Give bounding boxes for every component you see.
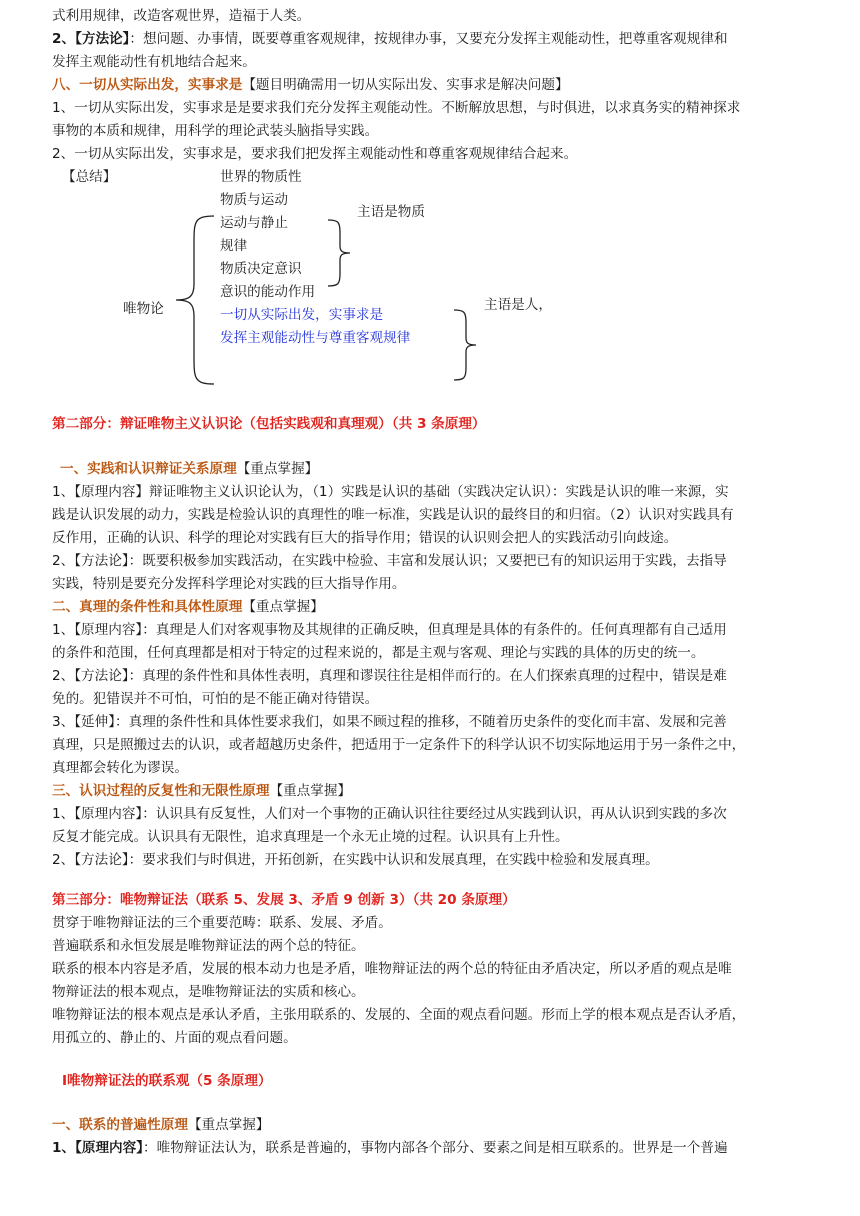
section-title: 一、联系的普遍性原理 [52, 1117, 188, 1133]
intro-line-3: 发挥主观能动性有机地结合起来。 [52, 54, 256, 70]
paragraph-line: 免的。犯错误并不可怕，可怕的是不能正确对待错误。 [52, 691, 379, 707]
paragraph-line: 2、【方法论】：真理的条件性和具体性表明，真理和谬误往往是相伴而行的。在人们探索真理的过程中，错误是难 [52, 668, 727, 684]
section-title: 三、认识过程的反复性和无限性原理 [52, 783, 270, 799]
paragraph-line: 2、【方法论】：要求我们与时俱进，开拓创新，在实践中认识和发展真理，在实践中检验和发展真理。 [52, 852, 659, 868]
paragraph-line: 反作用，正确的认识、科学的理论对实践有巨大的指导作用；错误的认识则会把人的实践活动引向歧途。 [52, 530, 678, 546]
paragraph-line: 贯穿于唯物辩证法的三个重要范畴：联系、发展、矛盾。 [52, 915, 392, 931]
section-8-title: 八、一切从实际出发，实事求是 [52, 77, 243, 93]
part-2-section-3-heading [52, 780, 351, 802]
summary-item: 发挥主观能动性与尊重客观规律 [220, 330, 411, 346]
section-key: 【重点掌握】 [187, 1117, 270, 1133]
summary-item: 运动与静止 [220, 215, 288, 231]
principle-text: ：唯物辩证法认为，联系是普遍的，事物内部各个部分、要素之间是相互联系的。世界是一个普遍 [143, 1140, 728, 1156]
section-8-note: 【题目明确需用一切从实际出发、实事求是解决问题】 [242, 77, 569, 93]
paragraph-line [52, 1137, 728, 1159]
part-2-section-1-heading [60, 458, 318, 480]
section-8-p1b: 事物的本质和规律，用科学的理论武装头脑指导实践。 [52, 123, 379, 139]
summary-item: 物质与运动 [220, 192, 288, 208]
section-title: 二、真理的条件性和具体性原理 [52, 599, 243, 615]
summary-item: 规律 [220, 238, 248, 254]
paragraph-line: 1、【原理内容】：真理是人们对客观事物及其规律的正确反映，但真理是具体的有条件的。任何真理都有自己适用 [52, 622, 727, 638]
left-brace-icon [170, 214, 220, 386]
section-8-p1a: 1、一切从实际出发，实事求是是要求我们充分发挥主观能动性。不断解放思想，与时俱进，以求真务实的精神探求 [52, 100, 741, 116]
part-2-title: 第二部分：辩证唯物主义认识论（包括实践观和真理观）（共 3 条原理） [52, 416, 486, 432]
part-3-section-1-heading [52, 1114, 270, 1136]
section-key: 【重点掌握】 [242, 599, 324, 615]
paragraph-line: 践是认识发展的动力，实践是检验认识的真理性的唯一标准，实践是认识的最终目的和归宿。（2）认识对实践具有 [52, 507, 734, 523]
paragraph-line: 真理都会转化为谬误。 [52, 760, 188, 776]
section-title: 一、实践和认识辩证关系原理 [60, 461, 237, 477]
summary-group-label: 主语是物质 [357, 204, 425, 220]
paragraph-line: 联系的根本内容是矛盾，发展的根本动力也是矛盾，唯物辩证法的两个总的特征由矛盾决定，所以矛盾的观点是唯 [52, 961, 732, 977]
method-label: 2、【方法论】 [52, 31, 130, 47]
intro-line-2 [52, 28, 728, 50]
summary-group-label: 主语是人， [484, 297, 552, 313]
paragraph-line: 实践，特别是要充分发挥科学理论对实践的巨大指导作用。 [52, 576, 406, 592]
section-key: 【重点掌握】 [269, 783, 352, 799]
section-8-p2: 2、一切从实际出发，实事求是，要求我们把发挥主观能动性和尊重客观规律结合起来。 [52, 146, 578, 162]
summary-item: 世界的物质性 [220, 169, 302, 185]
summary-item: 物质决定意识 [220, 261, 302, 277]
paragraph-line: 1、【原理内容】辩证唯物主义认识论认为，（1）实践是认识的基础（实践决定认识）：实践是认识的唯一来源，实 [52, 484, 729, 500]
paragraph-line: 2、【方法论】：既要积极参加实践活动，在实践中检验、丰富和发展认识；又要把已有的知识运用于实践，去指导 [52, 553, 727, 569]
part-3-title: 第三部分：唯物辩证法（联系 5、发展 3、矛盾 9 创新 3）（共 20 条原理） [52, 892, 516, 908]
paragraph-line: 3、【延伸】：真理的条件性和具体性要求我们，如果不顾过程的推移，不随着历史条件的变化而丰富、发展和完善 [52, 714, 727, 730]
section-8-heading [52, 74, 569, 96]
principle-label: 1、【原理内容】 [52, 1140, 144, 1156]
intro-line-1: 式利用规律，改造客观世界，造福于人类。 [52, 8, 311, 24]
paragraph-line: 的条件和范围，任何真理都是相对于特定的过程来说的，都是主观与客观、理论与实践的具体的历史的统一。 [52, 645, 705, 661]
right-brace-icon [326, 218, 352, 288]
part-3-subtitle: Ⅰ唯物辩证法的联系观（5 条原理） [62, 1073, 272, 1089]
paragraph-line: 用孤立的、静止的、片面的观点看问题。 [52, 1030, 297, 1046]
method-text: ：想问题、办事情，既要尊重客观规律，按规律办事，又要充分发挥主观能动性，把尊重客观规律和 [129, 31, 728, 47]
part-2-section-2-heading [52, 596, 324, 618]
paragraph-line: 唯物辩证法的根本观点是承认矛盾，主张用联系的、发展的、全面的观点看问题。形而上学的根本观点是否认矛盾， [52, 1007, 746, 1023]
section-key: 【重点掌握】 [236, 461, 319, 477]
summary-item: 意识的能动作用 [220, 284, 316, 300]
paragraph-line: 普遍联系和永恒发展是唯物辩证法的两个总的特征。 [52, 938, 365, 954]
paragraph-line: 1、【原理内容】：认识具有反复性，人们对一个事物的正确认识往往要经过从实践到认识，再从认识到实践的多次 [52, 806, 727, 822]
paragraph-line: 反复才能完成。认识具有无限性，追求真理是一个永无止境的过程。认识具有上升性。 [52, 829, 569, 845]
paragraph-line: 物辩证法的根本观点，是唯物辩证法的实质和核心。 [52, 984, 365, 1000]
paragraph-line: 真理，只是照搬过去的认识，或者超越历史条件，把适用于一定条件下的科学认识不切实际地运用于另一条件之中， [52, 737, 746, 753]
summary-item: 一切从实际出发，实事求是 [220, 307, 384, 323]
summary-root: 唯物论 [123, 301, 164, 317]
right-brace-icon [452, 308, 478, 382]
summary-label: 【总结】 [62, 169, 117, 185]
